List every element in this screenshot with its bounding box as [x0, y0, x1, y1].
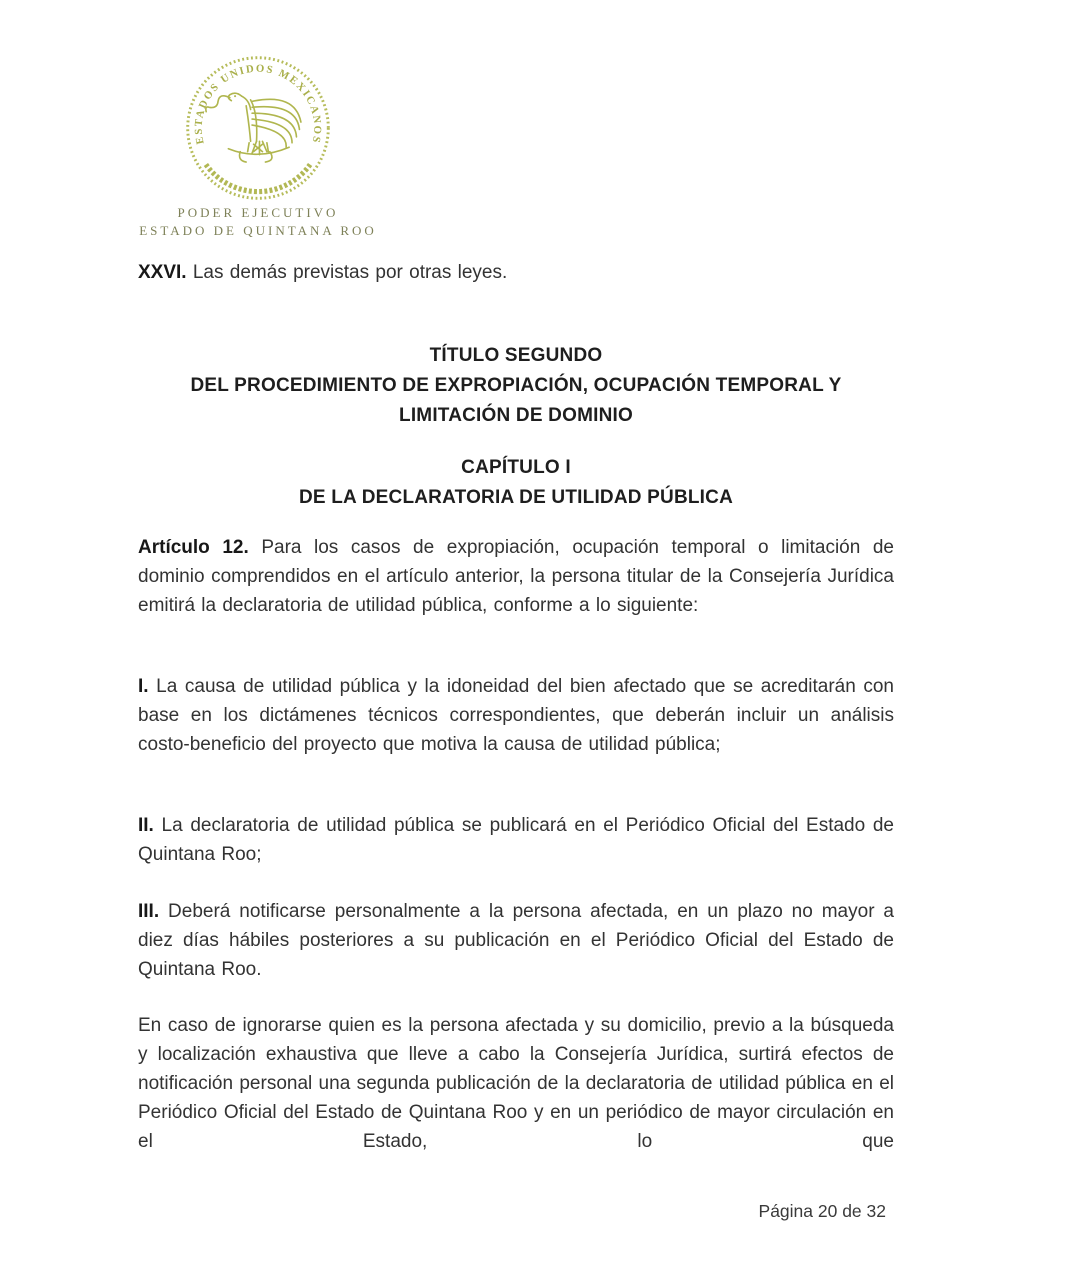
paragraph-text: La causa de utilidad pública y la idoneidad del bien afectado que se acreditarán con base en los dictámenes técnicos correspondientes, que deberán incluir un análisis costo-beneficio del proyecto que motiva la causa de utilidad pública;: [138, 676, 895, 755]
paragraph-fraccion-ii: [138, 811, 894, 869]
paragraph-prefix: III.: [138, 901, 160, 922]
paragraph-text: La declaratoria de utilidad pública se publicará en el Periódico Oficial del Estado de Quintana Roo;: [138, 815, 895, 865]
national-seal-icon: [184, 54, 332, 202]
paragraph-text: Deberá notificarse personalmente a la persona afectada, en un plazo no mayor a diez días hábiles posteriores a su publicación en el Periódico Oficial del Estado de Quintana Roo.: [138, 901, 895, 980]
page-number-label: Página 20 de 32: [758, 1201, 886, 1221]
paragraph-en-caso: [138, 1011, 894, 1156]
org-line-poder-ejecutivo: PODER EJECUTIVO: [177, 205, 339, 220]
title-heading: [138, 341, 894, 431]
title-line-2: DEL PROCEDIMIENTO DE EXPROPIACIÓN, OCUPACIÓN TEMPORAL Y: [190, 375, 842, 396]
seal-ring-text: ESTADOS UNIDOS MEXICANOS: [192, 62, 324, 146]
chapter-line-2: DE LA DECLARATORIA DE UTILIDAD PÚBLICA: [298, 487, 734, 508]
paragraph-prefix: Artículo 12.: [138, 537, 249, 558]
letterhead: [98, 54, 418, 240]
fraction-xxvi: [138, 258, 894, 287]
paragraph-articulo-12: [138, 533, 894, 620]
chapter-line-1: CAPÍTULO I: [461, 457, 571, 478]
chapter-heading: [138, 453, 894, 513]
eagle-emblem-icon: [206, 93, 301, 162]
paragraph-text: Para los casos de expropiación, ocupación temporal o limitación de dominio comprendidos en el artículo anterior, la persona titular de la Consejería Jurídica emitirá la declaratoria de utilidad pública, conforme a lo siguiente:: [138, 537, 894, 616]
paragraph-text: En caso de ignorarse quien es la persona afectada y su domicilio, previo a la búsqueda y localización exhaustiva que lleve a cabo la Consejería Jurídica, surtirá efectos de notificación personal una segunda publicación de la declaratoria de utilidad pública en el Periódico Oficial del Estado de Quintana Roo y en un periódico de mayor circulación en el Estado, lo que: [138, 1015, 894, 1152]
org-line-estado: ESTADO DE QUINTANA ROO: [139, 223, 377, 238]
paragraph-fraccion-i: [138, 672, 894, 759]
fraction-number: XXVI.: [138, 262, 187, 283]
paragraph-fraccion-iii: [138, 897, 894, 984]
paragraph-prefix: I.: [138, 676, 149, 697]
fraction-text: Las demás previstas por otras leyes.: [192, 262, 508, 283]
paragraph-prefix: II.: [138, 815, 154, 836]
title-line-3: LIMITACIÓN DE DOMINIO: [399, 405, 633, 426]
title-line-1: TÍTULO SEGUNDO: [429, 345, 603, 366]
